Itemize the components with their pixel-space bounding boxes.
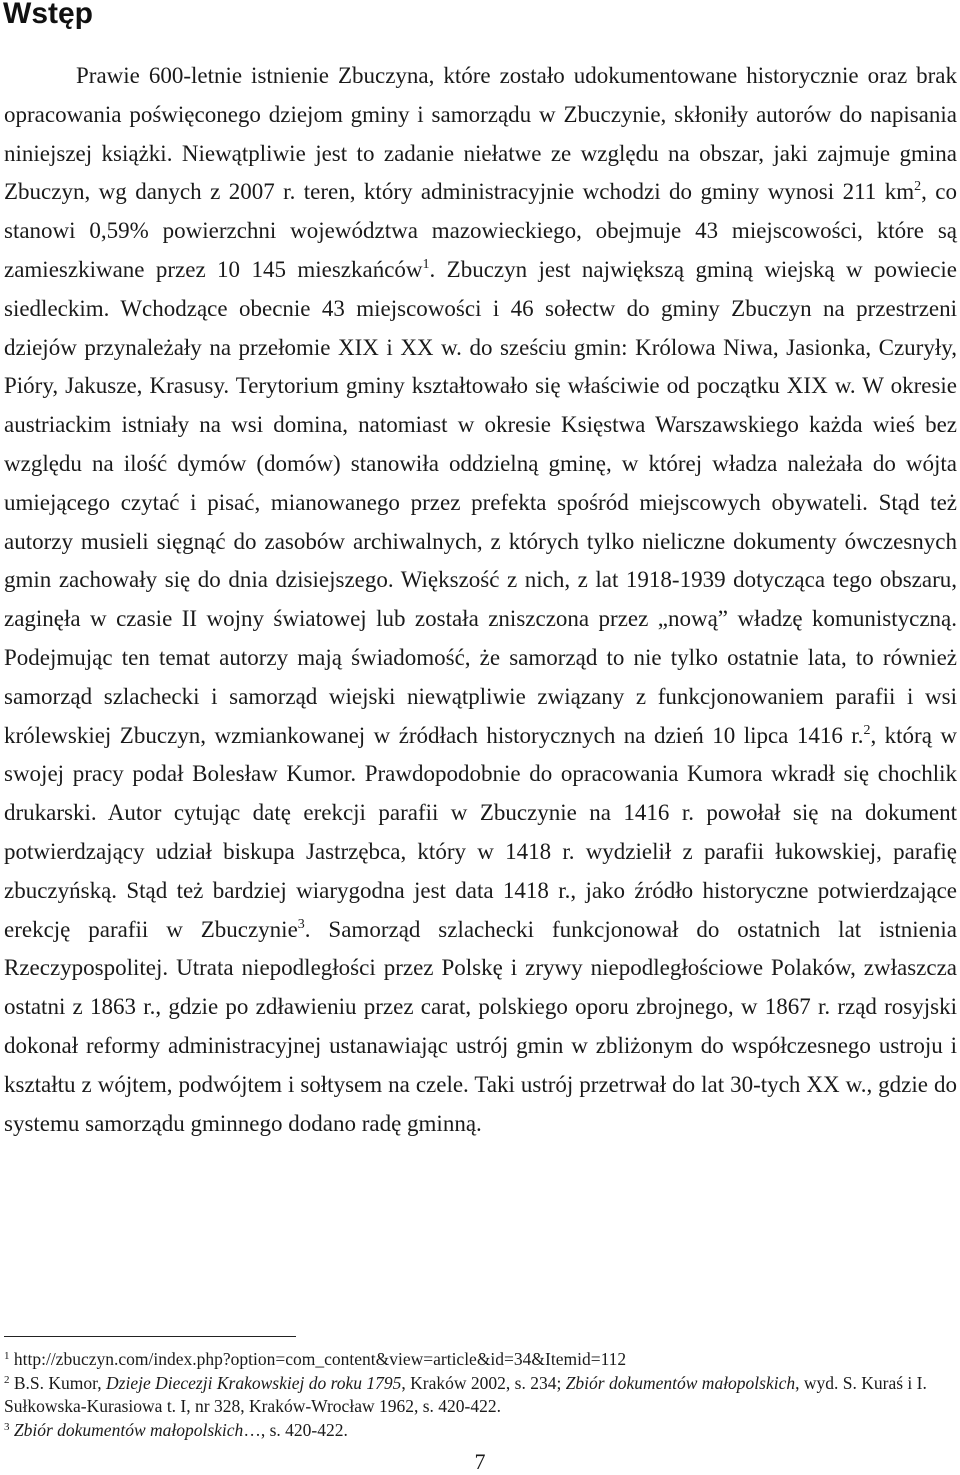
footnote-title: Zbiór dokumentów małopolskich [13,1419,244,1440]
footnote-ref-2[interactable]: 2 [863,722,871,738]
body-text-part: Prawie 600-letnie istnienie Zbuczyna, które zostało udokumentowane historycznie oraz brak opracowania poświęconego dziejom gminy i samorządu w Zbuczynie, skłoniły autorów do napisania niniejszej książki. Niewątpliwie jest to zadanie niełatwe ze względu na obszar, jaki zajmuje gmina Zbuczyn, wg danych z 2007 r. teren, który administracyjnie wchodzi do gminy wynosi 211 km [4,63,957,205]
footnote-1 [4,1348,957,1372]
page-number: 7 [474,1449,486,1474]
footnote-divider [4,1336,296,1337]
footnote-number: 2 [4,1373,10,1386]
section-heading: Wstęp [3,0,93,30]
footnote-number: 3 [4,1420,10,1433]
footnote-text: , wyd. S. Kuraś i I. Sułkowska-Kurasiowa t. I, nr 328, Kraków-Wrocław 1962, s. 420-422. [4,1372,927,1416]
footnote-3 [4,1419,957,1443]
footnote-number: 1 [4,1350,10,1362]
footnote-text: …, s. 420-422. [243,1419,348,1440]
footnote-text: B.S. Kumor, [13,1372,107,1393]
body-text-part: , co stanowi 0,59% powierzchni województwa mazowieckiego, obejmuje 43 miejscowości, które są zamieszkiwane przez 10 145 mieszkańców [4,179,957,282]
footnote-2 [4,1372,957,1419]
body-text-part: . Samorząd szlachecki funkcjonował do ostatnich lat istnienia Rzeczypospolitej. Utrata niepodległości przez Polskę i zrywy niepodległościowe Polaków, zwłaszcza ostatni z 1863 r., gdzie po zdławieniu przez carat, polskiego oporu zbrojnego, w 1867 r. rząd rosyjski dokonał reformy administracyjnej ustanawiając ustrój gmin w zbliżonym do współczesnego ustroju i kształtu z wójtem, podwójtem i sołtysem na czele. Taki ustrój przetrwał do lat 30-tych XX w., gdzie do systemu samorządu gminnego dodano radę gminną. [4,916,957,1136]
body-paragraph [4,57,957,1143]
body-text-part: . Zbuczyn jest największą gminą wiejską w powiecie siedleckim. Wchodzące obecnie 43 miejscowości i 46 sołectw do gminy Zbuczyn na przestrzeni dziejów przynależały na przełomie XIX i XX w. do sześciu gmin: Królowa Niwa, Jasionka, Czuryły, Pióry, Jakusze, Krasusy. Terytorium gminy kształtowało się właściwie od początku XIX w. W okresie austriackim istniały na wsi domina, natomiast w okresie Księstwa Warszawskiego każda wieś bez względu na ilość dymów (domów) stanowiła oddzielną gminę, w której władza należała do wójta umiejącego czytać i pisać, mianowanego przez prefekta spośród miejscowych obywateli. Stąd też autorzy musieli sięgnąć do zasobów archiwalnych, z których tylko nieliczne dokumenty ówczesnych gmin zachowały się do dnia dzisiejszego. Większość z nich, z lat 1918-1939 dotycząca tego obszaru, zaginęła w czasie II wojny światowej lub została zniszczona przez „nową” władzę komunistyczną. Podejmując ten temat autorzy mają świadomość, że samorząd to nie tylko ostatnie lata, to również samorząd szlachecki i samorząd wiejski niewątpliwie związany z funkcjonowaniem parafii i wsi królewskiej Zbuczyn, wzmiankowanej w źródłach historycznych na dzień 10 lipca 1416 r. [4,256,957,748]
footnote-ref-3[interactable]: 3 [297,916,305,932]
footnote-title: Dzieje Diecezji Krakowskiej do roku 1795 [106,1372,402,1393]
footnote-link[interactable]: http://zbuczyn.com/index.php?option=com_content&view=article&id=34&Itemid=112 [13,1349,627,1369]
footnote-text: , Kraków 2002, s. 234; [401,1372,566,1393]
superscript-squared: 2 [914,179,922,195]
footnote-ref-1[interactable]: 1 [422,256,430,272]
body-text-part: , którą w swojej pracy podał Bolesław Kumor. Prawdopodobnie do opracowania Kumora wkradł się chochlik drukarski. Autor cytując datę erekcji parafii w Zbuczynie na 1416 r. powołał się na dokument potwierdzający udział biskupa Jastrzębca, który w 1418 r. wydzielił z parafii łukowskiej, parafię zbuczyńską. Stąd też bardziej wiarygodna jest data 1418 r., jako źródło historyczne potwierdzające erekcję parafii w Zbuczynie [4,722,957,942]
footnotes-section [4,1348,957,1442]
footnote-title: Zbiór dokumentów małopolskich [565,1372,796,1393]
